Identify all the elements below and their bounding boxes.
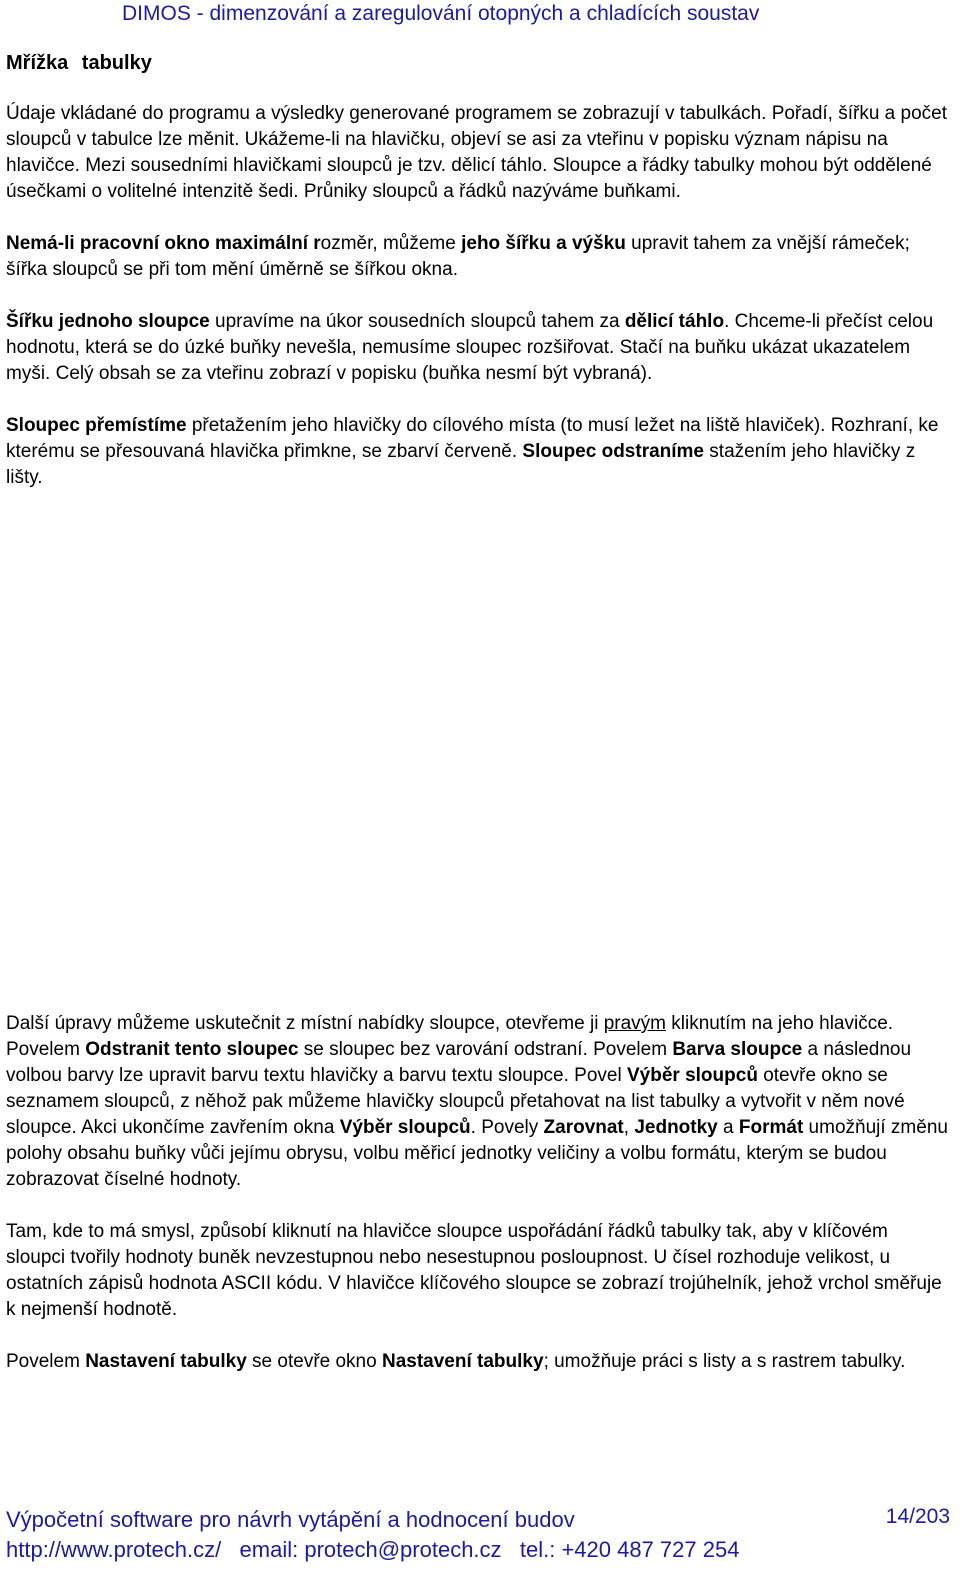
page-number: 14/203	[885, 1505, 950, 1528]
paragraph-window-size	[6, 231, 952, 283]
bold-text: Nemá-li pracovní okno maximální r	[6, 233, 321, 254]
text: upravíme na úkor sousedních sloupců tahem za	[209, 311, 625, 332]
text: stažením jeho hlavičky z lišty.	[6, 441, 916, 488]
bold-text: Nastavení tabulky	[85, 1351, 247, 1372]
running-header: DIMOS - dimenzování a zaregulování otopných a chladících soustav	[122, 2, 760, 25]
sorting-text: Tam, kde to má smysl, způsobí kliknutí na hlavičce sloupce uspořádání řádků tabulky tak, aby v klíčovém sloupci tvořily hodnoty buněk nevzestupnou nebo nesestupnou posloupnost. U čísel rozhoduje velikost, u ostatních zápisů hodnota ASCII kódu. V hlavičce klíčového sloupce se zobrazí trojúhelník, jehož vrchol směřuje k nejmenší hodnotě.	[6, 1221, 942, 1320]
text: . Povely	[470, 1117, 544, 1138]
text: ; umožňuje práci s listy a s rastrem tabulky.	[543, 1351, 906, 1372]
bold-text: Nastavení tabulky	[381, 1351, 544, 1372]
underlined-text: pravým	[603, 1013, 666, 1034]
bold-text: Šířku jednoho sloupce	[6, 311, 210, 332]
bold-text: Sloupec přemístíme	[6, 415, 187, 436]
content-upper	[6, 101, 952, 517]
bold-text: Formát	[738, 1117, 804, 1138]
paragraph-column-width	[6, 309, 952, 387]
paragraph-intro	[6, 101, 952, 205]
text: a	[717, 1117, 739, 1138]
bold-text: dělicí táhlo	[624, 311, 725, 332]
bold-text: jeho šířku a výšku	[461, 233, 626, 254]
text: upravit tahem za vnější rámeček; šířka sloupců se při tom mění úměrně se šířkou okna.	[6, 233, 910, 280]
section-heading: Mřížka tabulky	[6, 52, 152, 74]
text: Povelem	[6, 1351, 86, 1372]
content-lower	[6, 1011, 952, 1401]
text: ozměr, můžeme	[320, 233, 462, 254]
paragraph-context-menu	[6, 1011, 952, 1193]
text: se otevře okno	[246, 1351, 382, 1372]
footer-tagline: Výpočetní software pro návrh vytápění a hodnocení budov	[6, 1507, 575, 1532]
bold-text: Výběr sloupců	[627, 1065, 758, 1086]
text: otevře okno se seznamem sloupců, z něhož pak můžeme hlavičky sloupců přetahovat na list tabulky a vytvořit v něm nové sloupce. Akci ukončíme zavřením okna	[6, 1065, 905, 1138]
bold-text: Barva sloupce	[672, 1039, 803, 1060]
footer-contact: http://www.protech.cz/ email: protech@protech.cz tel.: +420 487 727 254	[6, 1537, 740, 1562]
intro-text: Údaje vkládané do programu a výsledky generované programem se zobrazují v tabulkách. Pořadí, šířku a počet sloupců v tabulce lze měnit. Ukážeme-li na hlavičku, objeví se asi za vteřinu v popisku význam nápisu na hlavičce. Mezi sousedními hlavičkami sloupců je tzv. dělicí táhlo. Sloupce a řádky tabulky mohou být oddělené úsečkami o volitelné intenzitě šedi. Průniky sloupců a řádků nazýváme buňkami.	[6, 103, 948, 202]
bold-text: Jednotky	[634, 1117, 718, 1138]
text: přetažením jeho hlavičky do cílového místa (to musí ležet na liště hlaviček). Rozhraní, ke kterému se přesouvaná hlavička přimkne, se zbarví červeně.	[6, 415, 939, 462]
text: . Chceme-li přečíst celou hodnotu, která se do úzké buňky nevešla, nemusíme sloupec rozšiřovat. Stačí na buňku ukázat ukazatelem myši. Celý obsah se za vteřinu zobrazí v popisku (buňka nesmí být vybraná).	[6, 311, 934, 384]
paragraph-column-move	[6, 413, 952, 491]
text: se sloupec bez varování odstraní. Povelem	[298, 1039, 673, 1060]
bold-text: Sloupec odstraníme	[522, 441, 705, 462]
text: umožňují změnu polohy obsahu buňky vůči jejímu obrysu, volbu měřicí jednotky veličiny a volbu formátu, kterým se budou zobrazovat číselné hodnoty.	[6, 1117, 948, 1190]
text: kliknutím na jeho hlavičce. Povelem	[6, 1013, 894, 1060]
bold-text: Výběr sloupců	[339, 1117, 471, 1138]
text: ,	[623, 1117, 635, 1138]
paragraph-table-settings	[6, 1349, 952, 1375]
text: a následnou volbou barvy lze upravit barvu textu hlavičky a barvu textu sloupce. Povel	[6, 1039, 912, 1086]
text: Další úpravy můžeme uskutečnit z místní nabídky sloupce, otevřeme ji	[6, 1013, 604, 1034]
paragraph-sorting	[6, 1219, 952, 1323]
bold-text: Zarovnat	[543, 1117, 624, 1138]
bold-text: Odstranit tento sloupec	[85, 1039, 299, 1060]
